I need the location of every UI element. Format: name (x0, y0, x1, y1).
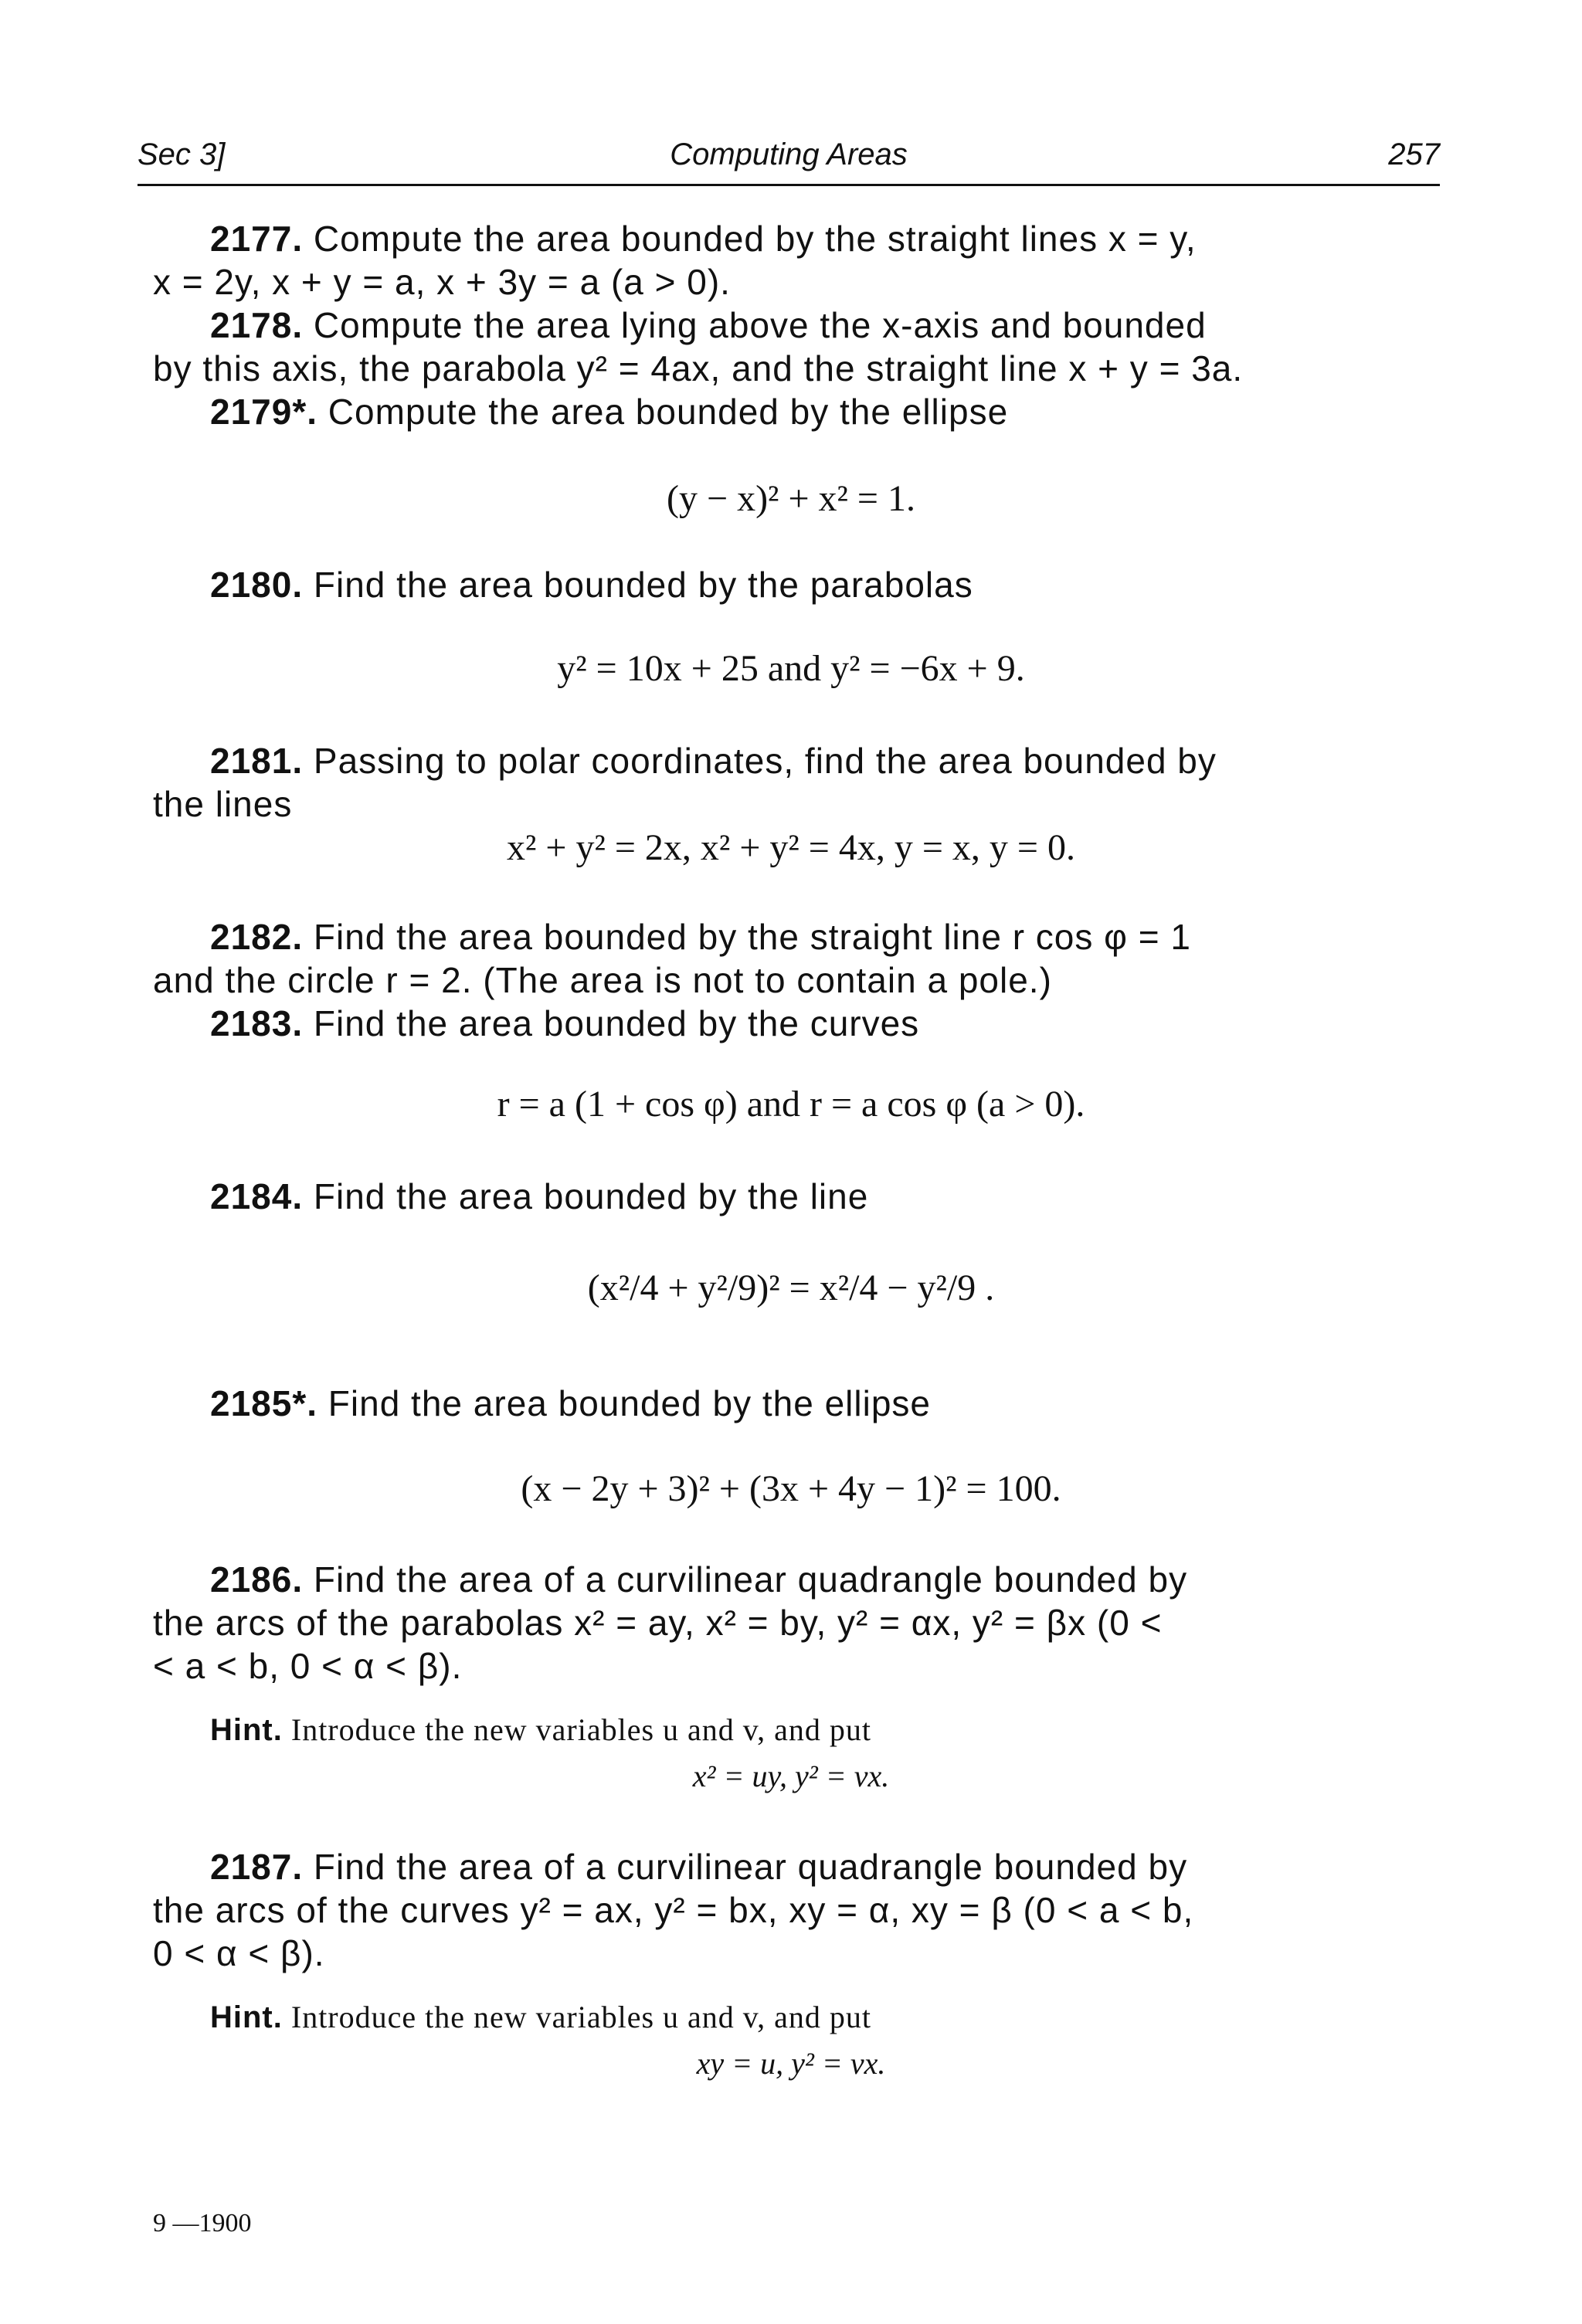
problem-number: 2187. (210, 1847, 304, 1887)
problem-2185-line-1 (210, 1383, 1428, 1424)
problem-2182-line-1 (210, 916, 1428, 958)
problem-text: Find the area of a curvilinear quadrangle bounded by (313, 1559, 1188, 1600)
problem-text: Compute the area bounded by the straight lines x = y, (313, 219, 1197, 259)
section-label: Sec 3] (137, 137, 226, 171)
problem-2178-line-2: by this axis, the parabola y² = 4ax, and the straight line x + y = 3a. (153, 348, 1244, 388)
problem-number: 2185*. (210, 1383, 318, 1423)
problem-text: Find the area bounded by the curves (313, 1003, 920, 1043)
problem-2186-hint-equation: x² = uy, y² = vx. (692, 1759, 890, 1793)
problem-2180-equation: y² = 10x + 25 and y² = −6x + 9. (557, 648, 1025, 689)
hint-text: Introduce the new variables u and v, and put (290, 2000, 872, 2034)
problem-2179-line-1 (210, 391, 1428, 433)
problem-number: 2177. (210, 219, 304, 259)
problem-2178-line-1 (210, 304, 1428, 346)
problem-text: Find the area of a curvilinear quadrangle bounded by (313, 1847, 1188, 1887)
problem-2184-equation: (x²/4 + y²/9)² = x²/4 − y²/9 . (587, 1267, 995, 1308)
running-header (137, 137, 1440, 176)
problem-2183-line-1 (210, 1003, 1428, 1044)
problem-2185-equation: (x − 2y + 3)² + (3x + 4y − 1)² = 100. (521, 1468, 1061, 1509)
problem-2177-line-2: x = 2y, x + y = a, x + 3y = a (a > 0). (153, 262, 731, 302)
problem-2187-line-3: 0 < α < β). (153, 1933, 325, 1973)
problem-number: 2179*. (210, 392, 318, 432)
problem-text: Passing to polar coordinates, find the area bounded by (313, 741, 1217, 781)
problem-number: 2186. (210, 1559, 304, 1600)
problem-text: Compute the area lying above the x-axis and bounded (313, 305, 1207, 345)
problem-text: Compute the area bounded by the ellipse (328, 392, 1009, 432)
page-number: 257 (1388, 137, 1440, 171)
problem-text: Find the area bounded by the ellipse (328, 1383, 931, 1423)
problem-2187-hint (210, 1999, 871, 2035)
problem-number: 2181. (210, 741, 304, 781)
header-rule (137, 184, 1440, 186)
problem-2184-line-1 (210, 1176, 1428, 1217)
hint-label: Hint. (210, 1713, 283, 1747)
problem-2183-equation: r = a (1 + cos φ) and r = a cos φ (a > 0). (497, 1084, 1085, 1125)
problem-2186-line-1 (210, 1559, 1428, 1600)
problem-2179-equation: (y − x)² + x² = 1. (667, 478, 915, 519)
problem-number: 2183. (210, 1003, 304, 1043)
problem-2186-line-3: < a < b, 0 < α < β). (153, 1646, 463, 1686)
hint-text: Introduce the new variables u and v, and put (290, 1712, 872, 1747)
problem-2186-hint (210, 1712, 871, 1748)
problem-2187-line-1 (210, 1846, 1428, 1888)
problem-2182-line-2: and the circle r = 2. (The area is not to contain a pole.) (153, 960, 1052, 1000)
problem-number: 2184. (210, 1176, 304, 1216)
problem-2180-line-1 (210, 564, 1428, 606)
problem-text: Find the area bounded by the parabolas (313, 565, 973, 605)
problem-2181-line-1 (210, 740, 1428, 782)
problem-text: Find the area bounded by the straight line r cos φ = 1 (313, 917, 1192, 957)
hint-label: Hint. (210, 2000, 283, 2034)
problem-2181-line-2: the lines (153, 784, 293, 824)
problem-2187-hint-equation: xy = u, y² = vx. (696, 2046, 886, 2081)
signature-mark: 9 —1900 (153, 2209, 252, 2237)
problem-2181-equation: x² + y² = 2x, x² + y² = 4x, y = x, y = 0. (507, 827, 1075, 868)
problem-text: Find the area bounded by the line (313, 1176, 869, 1216)
problem-number: 2182. (210, 917, 304, 957)
page-title: Computing Areas (670, 137, 908, 171)
problem-2187-line-2: the arcs of the curves y² = ax, y² = bx, xy = α, xy = β (0 < a < b, (153, 1890, 1194, 1930)
problem-2177-line-1 (210, 218, 1428, 260)
problem-2186-line-2: the arcs of the parabolas x² = ay, x² = by, y² = αx, y² = βx (0 < (153, 1603, 1163, 1643)
problem-number: 2180. (210, 565, 304, 605)
problem-number: 2178. (210, 305, 304, 345)
